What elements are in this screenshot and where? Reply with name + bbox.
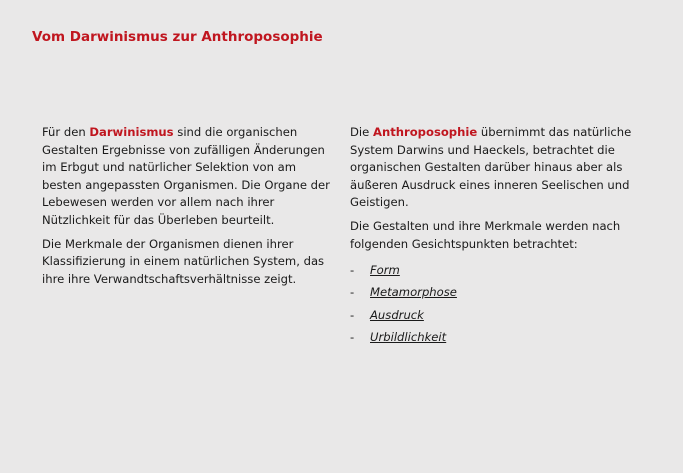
list-dash: - [350,330,355,345]
darwinism-text: sind die organischen Gestalten Ergebnisse von zufälligen Änderungen im Erbgut und natürlicher Selektion von am besten angepassten Organismen. Die Organe der Lebewesen werden vor allem nach ihrer Nützlichkeit für das Überleben beurteilt. [42,125,330,227]
aspect-link-metamorphose[interactable]: Metamorphose [370,285,457,300]
darwinism-paragraph [42,124,334,230]
aspect-link-urbildlichkeit[interactable]: Urbildlichkeit [370,330,447,345]
list-dash: - [350,285,355,300]
anthroposophy-paragraph [350,124,645,212]
anthroposophy-intro: Die [350,125,373,139]
aspect-link-form[interactable]: Form [370,262,400,277]
anthroposophy-text: übernimmt das natürliche System Darwins und Haeckels, betrachtet die organischen Gestalten darüber hinaus aber als äußeren Ausdruck eines inneren Seelischen und Geistigen. [350,125,632,210]
aspect-link-ausdruck[interactable]: Ausdruck [370,307,424,322]
page-title: Vom Darwinismus zur Anthroposophie [32,29,323,45]
list-item [350,327,645,350]
classification-paragraph: Die Merkmale der Organismen dienen ihrer Klassifizierung in einem natürlichen System, das ihre ihre Verwandtschaftsverhältnisse zeigt. [42,236,325,286]
darwinism-column [42,124,334,294]
anthroposophy-column [350,124,645,349]
list-item [350,282,645,305]
list-item [350,259,645,282]
darwinism-term: Darwinismus [89,125,174,139]
aspects-intro-paragraph: Die Gestalten und ihre Merkmale werden nach folgenden Gesichtspunkten betrachtet: [350,218,621,251]
list-dash: - [350,307,355,322]
list-item [350,304,645,327]
darwinism-intro: Für den [42,125,90,139]
aspects-list [350,259,645,349]
anthroposophy-term: Anthroposophie [372,125,478,139]
list-dash: - [350,262,355,277]
